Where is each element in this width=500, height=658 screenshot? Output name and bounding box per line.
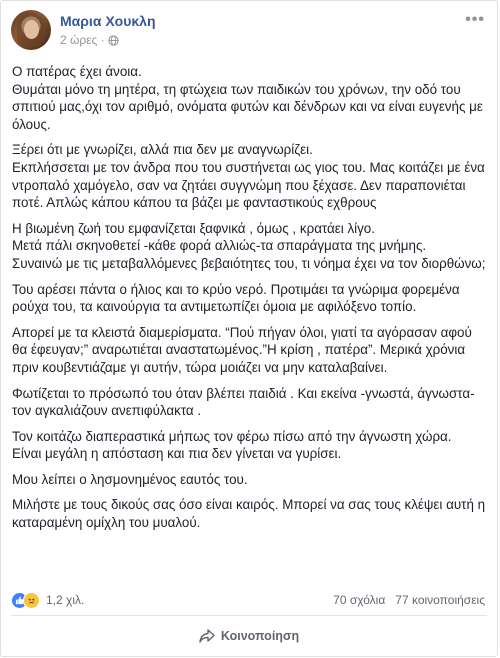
post-meta — [60, 12, 156, 48]
post-paragraph: Του αρέσει πάντα ο ήλιος και το κρύο νερό. Προτιμάει τα γνώριμα φορεμένα ρούχα του, τα καινούργια τα αντιμετωπίζει όμοια με αφιλόξενο τοπίο. — [12, 281, 460, 315]
share-button[interactable] — [1, 621, 497, 651]
post-paragraph: Τον κοιτάζω διαπεραστικά μήπως τον φέρω πίσω από την άγνωστη χώρα. Είναι μεγάλη η απόσταση και πια δεν γίνεται να γυρίσει. — [12, 428, 452, 462]
post-text — [12, 63, 490, 540]
divider — [11, 615, 487, 616]
post-paragraph: Απορεί με τα κλειστά διαμερίσματα. “Πού πήγαν όλοι, γιατί τα αγόρασαν αφού θα έφευγαν;” αναρωτιέται αναστατωμένος.”Η κρίση , πατέρα”. Μερικά χρόνια πριν κουβεντιάζαμε γι αυτήν, τώρα μοιάζει να μην καταλαβαίνει. — [12, 324, 472, 375]
post-paragraph: Η βιωμένη ζωή του εμφανίζεται ξαφνικά , όμως , κρατάει λίγο. Μετά πάλι σκηνοθετεί -κάθε φορά αλλιώς-τα σπαράγματα της μνήμης. Συναινώ με τις μεταβαλλόμενες βεβαιότητες του, τι νόημα έχει να τον διορθώνω; — [12, 220, 486, 271]
engagement-counts — [333, 593, 485, 607]
reactions-summary[interactable] — [11, 592, 84, 609]
post-paragraph: Ο πατέρας έχει άνοια. Θυμάται μόνο τη μητέρα, τη φτώχεια των παιδικών του χρόνων, την οδό του σπιτιού μας,όχι τον αριθμό, ονόματα φυτών και δένδρων και να είναι ευγενής με όλους. — [12, 64, 483, 132]
author-name[interactable]: Μαρια Χουκλη — [60, 13, 156, 29]
share-label: Κοινοποίηση — [220, 629, 300, 643]
post-header — [11, 9, 156, 51]
post-paragraph: Ξέρει ότι με γνωρίζει, αλλά πια δεν με αναγνωρίζει. Εκπλήσσεται με τον άνδρα που του συστήνεται ως γιος του. Μας κοιτάζει με ένα ντροπαλό χαμόγελο, σαν να ζητάει συγγνώμη που ξέχασε. Δεν παραπονιέται ποτέ. Απλώς κάπου κάπου τα βάζει με φανταστικούς εχθρους — [12, 142, 485, 211]
shares-count[interactable]: 77 κοινοποιήσεις — [395, 593, 485, 607]
post-paragraph: Φωτίζεται το πρόσωπό του όταν βλέπει παιδιά . Και εκείνα -γνωστά, άγνωστα- τον αγκαλιάζουν ανεπιφύλακτα . — [12, 385, 475, 419]
globe-icon — [108, 35, 119, 46]
post-time-row — [60, 32, 156, 48]
avatar-face — [24, 20, 39, 39]
post-paragraph: Μου λείπει ο λησμονημένος εαυτός του. — [12, 471, 248, 487]
avatar[interactable] — [11, 10, 51, 50]
reaction-count[interactable]: 1,2 χιλ. — [46, 593, 85, 607]
post-time[interactable]: 2 ώρες · — [60, 33, 105, 47]
post-stats — [11, 591, 485, 609]
more-icon[interactable]: ••• — [465, 11, 485, 28]
post-paragraph: Μιλήστε με τους δικούς σας όσο είναι καιρός. Μπορεί να σας τους κλέψει αυτή η καταραμένη ομίχλη του μυαλού. — [12, 497, 486, 531]
share-arrow-icon — [199, 629, 215, 643]
comments-count[interactable]: 70 σχόλια — [333, 593, 386, 607]
sad-icon — [23, 592, 40, 609]
